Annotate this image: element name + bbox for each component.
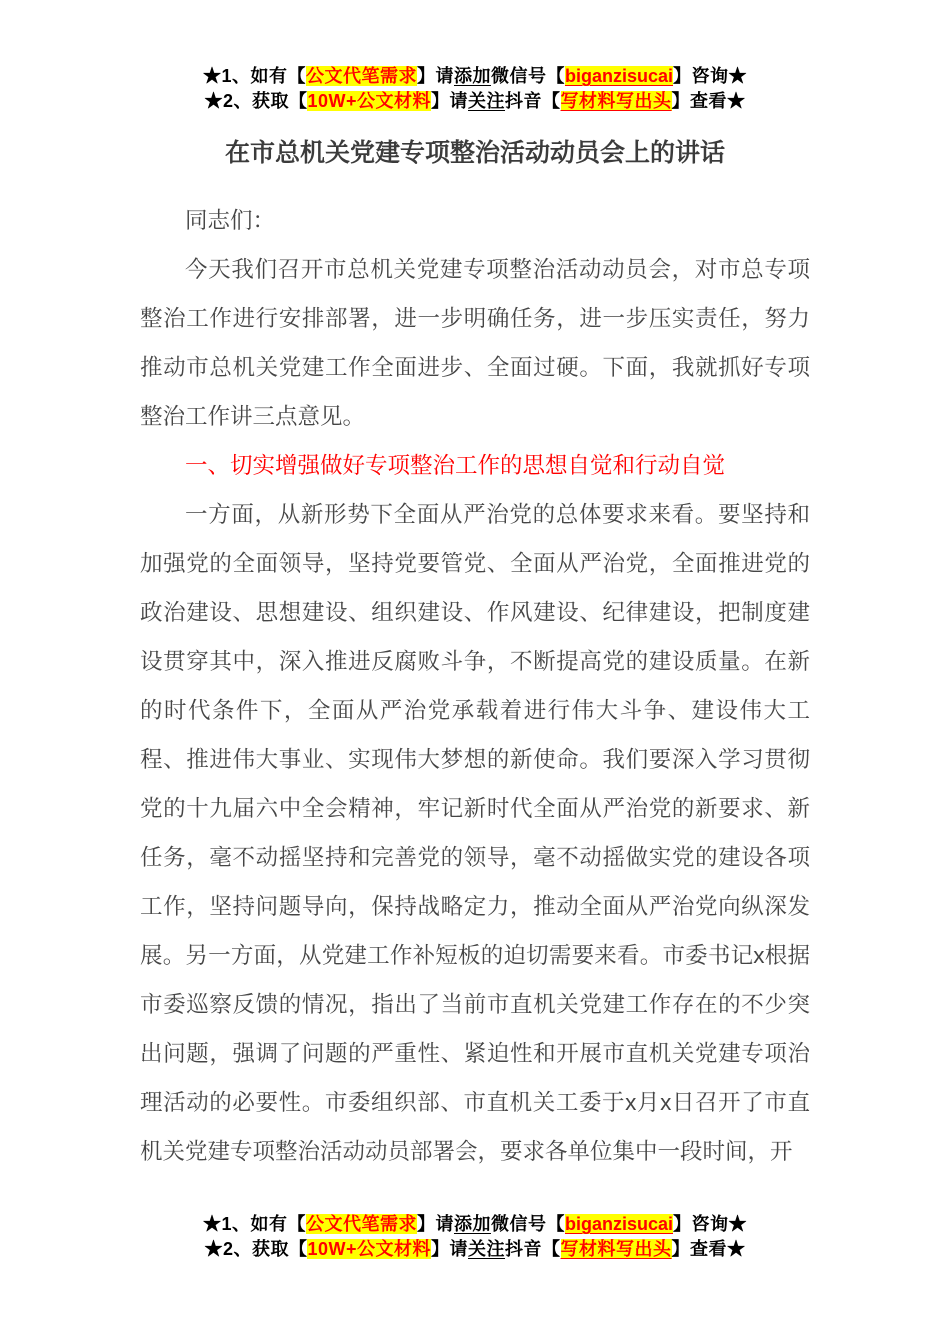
promo-text: 】请: [431, 91, 469, 111]
promo-text: 】请: [416, 66, 454, 86]
promo-text: ★1、如有【: [202, 66, 306, 86]
promo-text: 抖音【: [505, 1239, 561, 1259]
document-body: [140, 196, 810, 1176]
promo-footer-line-1: [0, 1212, 950, 1237]
opening-paragraph: 今天我们召开市总机关党建专项整治活动动员会，对市总专项整治工作进行安排部署，进一步明确任务，进一步压实责任，努力推动市总机关党建工作全面进步、全面过硬。下面，我就抓好专项整治工作讲三点意见。: [140, 257, 810, 429]
promo-underline-add: 添加: [453, 66, 491, 86]
promo-highlight-service: 公文代笔需求: [305, 66, 417, 86]
promo-header-line-1: [0, 64, 950, 89]
promo-highlight-materials: 10W+公文材料: [307, 91, 432, 111]
promo-highlight-service: 公文代笔需求: [305, 1214, 417, 1234]
promo-underline-follow: 关注: [468, 91, 506, 111]
promo-highlight-douyin-id: 写材料写出头: [560, 1239, 672, 1259]
promo-text: 抖音【: [505, 91, 561, 111]
promo-text: 】请: [416, 1214, 454, 1234]
promo-highlight-wechat-id: biganzisucai: [564, 66, 674, 86]
promo-text: 微信号【: [490, 1214, 565, 1234]
promo-text: 】咨询★: [673, 1214, 748, 1234]
promo-highlight-wechat-id: biganzisucai: [564, 1214, 674, 1234]
promo-highlight-materials: 10W+公文材料: [307, 1239, 432, 1259]
document-title: 在市总机关党建专项整治活动动员会上的讲话: [224, 139, 725, 167]
promo-underline-follow: 关注: [468, 1239, 506, 1259]
promo-text: 】查看★: [671, 1239, 746, 1259]
promo-header: [0, 64, 950, 114]
promo-header-line-2: [0, 89, 950, 114]
promo-text: 】请: [431, 1239, 469, 1259]
promo-text: ★2、获取【: [204, 91, 308, 111]
promo-text: ★1、如有【: [202, 1214, 306, 1234]
promo-footer-line-2: [0, 1237, 950, 1262]
section-1-paragraph: 一方面，从新形势下全面从严治党的总体要求来看。要坚持和加强党的全面领导，坚持党要管党、全面从严治党，全面推进党的政治建设、思想建设、组织建设、作风建设、纪律建设，把制度建设贯穿其中，深入推进反腐败斗争，不断提高党的建设质量。在新的时代条件下，全面从严治党承载着进行伟大斗争、建设伟大工程、推进伟大事业、实现伟大梦想的新使命。我们要深入学习贯彻党的十九届六中全会精神，牢记新时代全面从严治党的新要求、新任务，毫不动摇坚持和完善党的领导，毫不动摇做实党的建设各项工作，坚持问题导向，保持战略定力，推动全面从严治党向纵深发展。另一方面，从党建工作补短板的迫切需要来看。市委书记x根据市委巡察反馈的情况，指出了当前市直机关党建工作存在的不少突出问题，强调了问题的严重性、紧迫性和开展市直机关党建专项治理活动的必要性。市委组织部、市直机关工委于x月x日召开了市直机关党建专项整治活动动员部署会，要求各单位集中一段时间，开: [140, 502, 810, 1164]
promo-text: 】咨询★: [673, 66, 748, 86]
promo-text: 微信号【: [490, 66, 565, 86]
promo-footer: [0, 1212, 950, 1262]
promo-underline-add: 添加: [453, 1214, 491, 1234]
salutation: 同志们：: [185, 208, 276, 233]
promo-highlight-douyin-id: 写材料写出头: [560, 91, 672, 111]
section-1-heading: 一、切实增强做好专项整治工作的思想自觉和行动自觉: [185, 453, 726, 478]
promo-text: 】查看★: [671, 91, 746, 111]
promo-text: ★2、获取【: [204, 1239, 308, 1259]
